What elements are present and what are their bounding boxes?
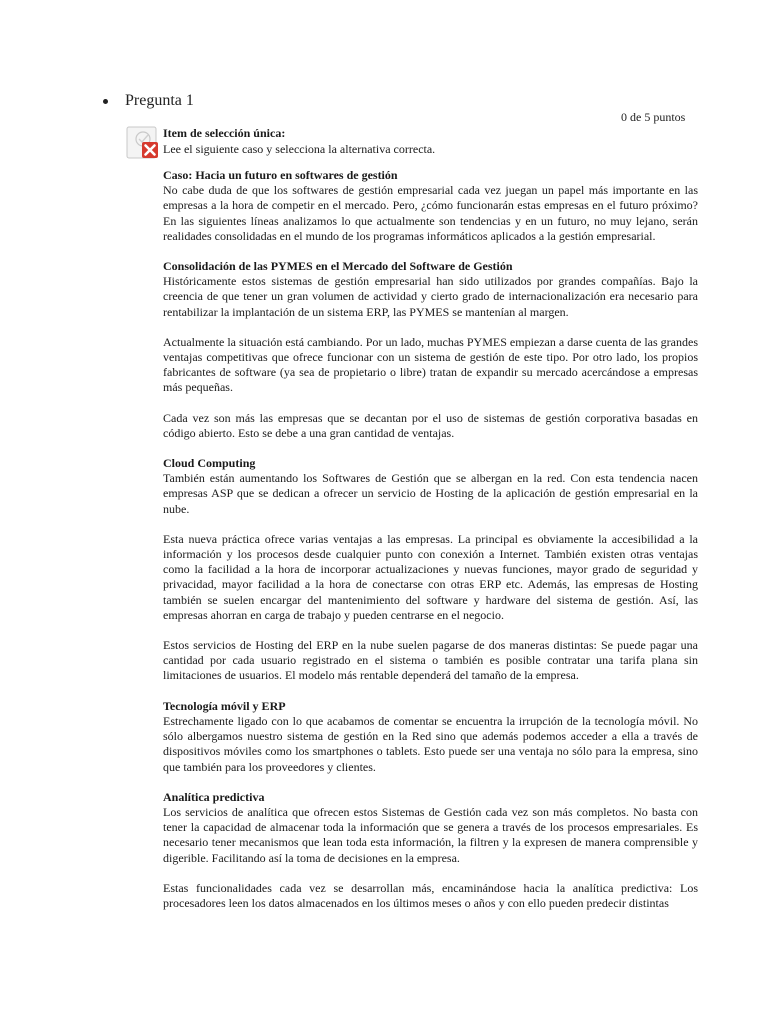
item-type-label: Item de selección única: (163, 126, 286, 140)
section-paragraph: Actualmente la situación está cambiando. Por un lado, muchas PYMES empiezan a darse cuenta de las grandes ventajas competitivas que ofrece funcionar con un sistema de gestión de este tipo. Por otro lado, los propios fabricantes de software (ya sea de propietario o libre) tratan de expandir su mercado acercándose a empresas más pequeñas. (163, 334, 698, 395)
case-title-text: Hacia un futuro en softwares de gestión (192, 168, 398, 182)
question-score: 0 de 5 puntos (621, 110, 686, 124)
section-heading: Consolidación de las PYMES en el Mercado del Software de Gestión (163, 259, 513, 274)
case-intro: No cabe duda de que los softwares de gestión empresarial cada vez juegan un papel más importante en las empresas a la hora de competir en el mercado. Pero, ¿cómo funcionarán estas empresas en el futuro próximo? En las siguientes líneas analizamos lo que actualmente son tendencias y en un futuro, no muy lejano, serán realidades consolidadas en el mundo de los programas informáticos aplicados a la gestión empresarial. (163, 183, 698, 243)
section-paragraph: Los servicios de analítica que ofrecen estos Sistemas de Gestión cada vez son más completos. No basta con tener la capacidad de almacenar toda la información que se genera a través de los procesos empresariales. Es necesario tener mecanismos que lean toda esta información, la filtren y la expresen de manera comprensible y digerible. Facilitando así la toma de decisiones en la empresa. (163, 804, 698, 865)
section-paragraph: Históricamente estos sistemas de gestión empresarial han sido utilizados por grandes compañías. Bajo la creencia de que tener un gran volumen de actividad y cierto grado de internacionalización era necesario para rentabilizar la implantación de un sistema ERP, las PYMES se mantenían al margen. (163, 274, 698, 319)
section-paragraph: Estos servicios de Hosting del ERP en la nube suelen pagarse de dos maneras distintas: Se puede pagar una cantidad por cada usuario registrado en el sistema o también es posible contratar una tarifa plana sin limitaciones de usuarios. El modelo más rentable dependerá del tamaño de la empresa. (163, 638, 698, 683)
instruction-text: Lee el siguiente caso y selecciona la alternativa correcta. (163, 142, 436, 156)
section-heading: Tecnología móvil y ERP (163, 698, 286, 713)
case-label: Caso: (163, 168, 193, 182)
section-heading: Analítica predictiva (163, 789, 265, 804)
incorrect-x-icon (126, 126, 160, 160)
section-paragraph: También están aumentando los Softwares de Gestión que se albergan en la red. Con esta tendencia nacen empresas ASP que se dedican a ofrecer un servicio de Hosting de la aplicación de gestión empresarial en la nube. (163, 471, 698, 516)
section-paragraph: Estrechamente ligado con lo que acabamos de comentar se encuentra la irrupción de la tecnología móvil. No sólo albergamos nuestro sistema de gestión en la Red sino que además podemos acceder a ella a través de dispositivos móviles como los smartphones o tablets. Esto puede ser una ventaja no sólo para la empresa, sino que también para los proveedores y clientes. (163, 713, 698, 774)
question-title: Pregunta 1 (125, 92, 194, 109)
section-heading: Cloud Computing (163, 456, 256, 471)
bullet-icon (103, 99, 108, 104)
section-paragraph: Estas funcionalidades cada vez se desarrollan más, encaminándose hacia la analítica predictiva: Los procesadores leen los datos almacenados en los últimos meses o años y con ello pueden predecir distintas (163, 880, 698, 910)
section-paragraph: Cada vez son más las empresas que se decantan por el uso de sistemas de gestión corporativa basadas en código abierto. Esto se debe a una gran cantidad de ventajas. (163, 410, 698, 440)
case-title (163, 168, 698, 183)
case-content (163, 168, 698, 911)
section-paragraph: Esta nueva práctica ofrece varias ventajas a las empresas. La principal es obviamente la accesibilidad a la información y los procesos desde cualquier punto con conexión a Internet. También existen otras ventajas como la facilidad a la hora de incorporar actualizaciones y nuevas funciones, mayor grado de seguridad y privacidad, mayor facilidad a la hora de conectarse con otras ERP etc. Además, las empresas de Hosting también se suelen encargar del mantenimiento del software y hardware del sistema de gestión. Así, las empresas ahorran en carga de trabajo y pueden centrarse en el negocio. (163, 531, 698, 622)
question-header (103, 92, 194, 110)
